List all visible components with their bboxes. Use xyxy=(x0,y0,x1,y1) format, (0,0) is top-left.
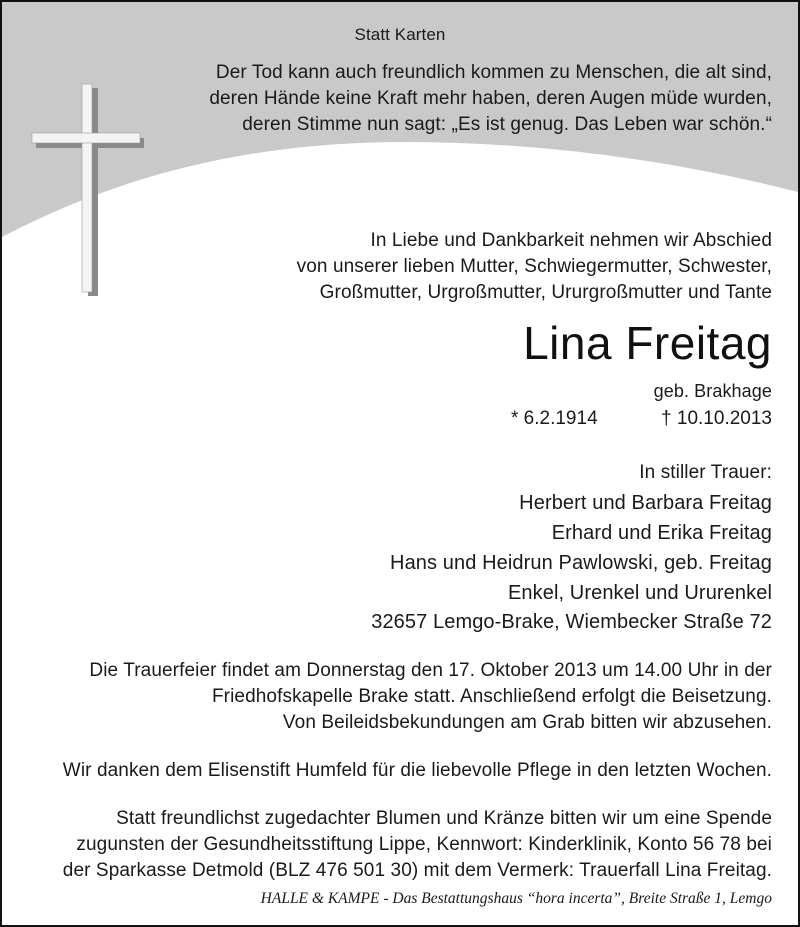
mourners-heading: In stiller Trauer: xyxy=(639,462,772,483)
mourner: Enkel, Urenkel und Ururenkel xyxy=(507,582,772,604)
ceremony-line: Friedhofskapelle Brake statt. Anschließend erfolgt die Beisetzung. xyxy=(211,686,772,707)
ceremony-line: Von Beileidsbekundungen am Grab bitten wir abzusehen. xyxy=(282,712,772,733)
deceased-name: Lina Freitag xyxy=(523,317,772,369)
ceremony-info xyxy=(89,658,772,736)
farewell-line: In Liebe und Dankbarkeit nehmen wir Abschied xyxy=(370,230,772,251)
donation-line: zugunsten der Gesundheitsstiftung Lippe, Kennwort: Kinderklinik, Konto 56 78 bei xyxy=(76,834,772,855)
donation-request xyxy=(63,806,772,884)
maiden-name: geb. Brakhage xyxy=(653,381,772,401)
mourners-list xyxy=(390,458,772,608)
quote-line: deren Stimme nun sagt: „Es ist genug. Das Leben war schön.“ xyxy=(242,114,772,135)
thanks-text: Wir danken dem Elisenstift Humfeld für die liebevolle Pflege in den letzten Wochen. xyxy=(62,760,772,781)
farewell-line: von unserer lieben Mutter, Schwiegermutter, Schwester, xyxy=(296,256,772,277)
address: 32657 Lemgo-Brake, Wiembecker Straße 72 xyxy=(371,611,772,633)
statt-karten-label: Statt Karten xyxy=(354,25,446,44)
birth-date: * 6.2.1914 xyxy=(511,408,598,429)
farewell-text xyxy=(297,228,772,306)
ceremony-line: Die Trauerfeier findet am Donnerstag den 17. Oktober 2013 um 14.00 Uhr in der xyxy=(89,660,772,681)
mourner: Erhard und Erika Freitag xyxy=(551,522,772,544)
quote-line: Der Tod kann auch freundlich kommen zu Menschen, die alt sind, xyxy=(215,62,772,83)
donation-line: Statt freundlichst zugedachter Blumen und Kränze bitten wir um eine Spende xyxy=(116,808,772,829)
mourner: Herbert und Barbara Freitag xyxy=(519,492,772,514)
farewell-line: Großmutter, Urgroßmutter, Ururgroßmutter und Tante xyxy=(319,282,772,303)
mourner: Hans und Heidrun Pawlowski, geb. Freitag xyxy=(390,552,772,574)
death-date: † 10.10.2013 xyxy=(661,408,772,429)
donation-line: der Sparkasse Detmold (BLZ 476 501 30) mit dem Vermerk: Trauerfall Lina Freitag. xyxy=(62,860,772,881)
quote-line: deren Hände keine Kraft mehr haben, deren Augen müde wurden, xyxy=(209,88,772,109)
funeral-home-footer: HALLE & KAMPE - Das Bestattungshaus “hora incerta”, Breite Straße 1, Lemgo xyxy=(260,890,772,907)
quote xyxy=(209,60,772,138)
